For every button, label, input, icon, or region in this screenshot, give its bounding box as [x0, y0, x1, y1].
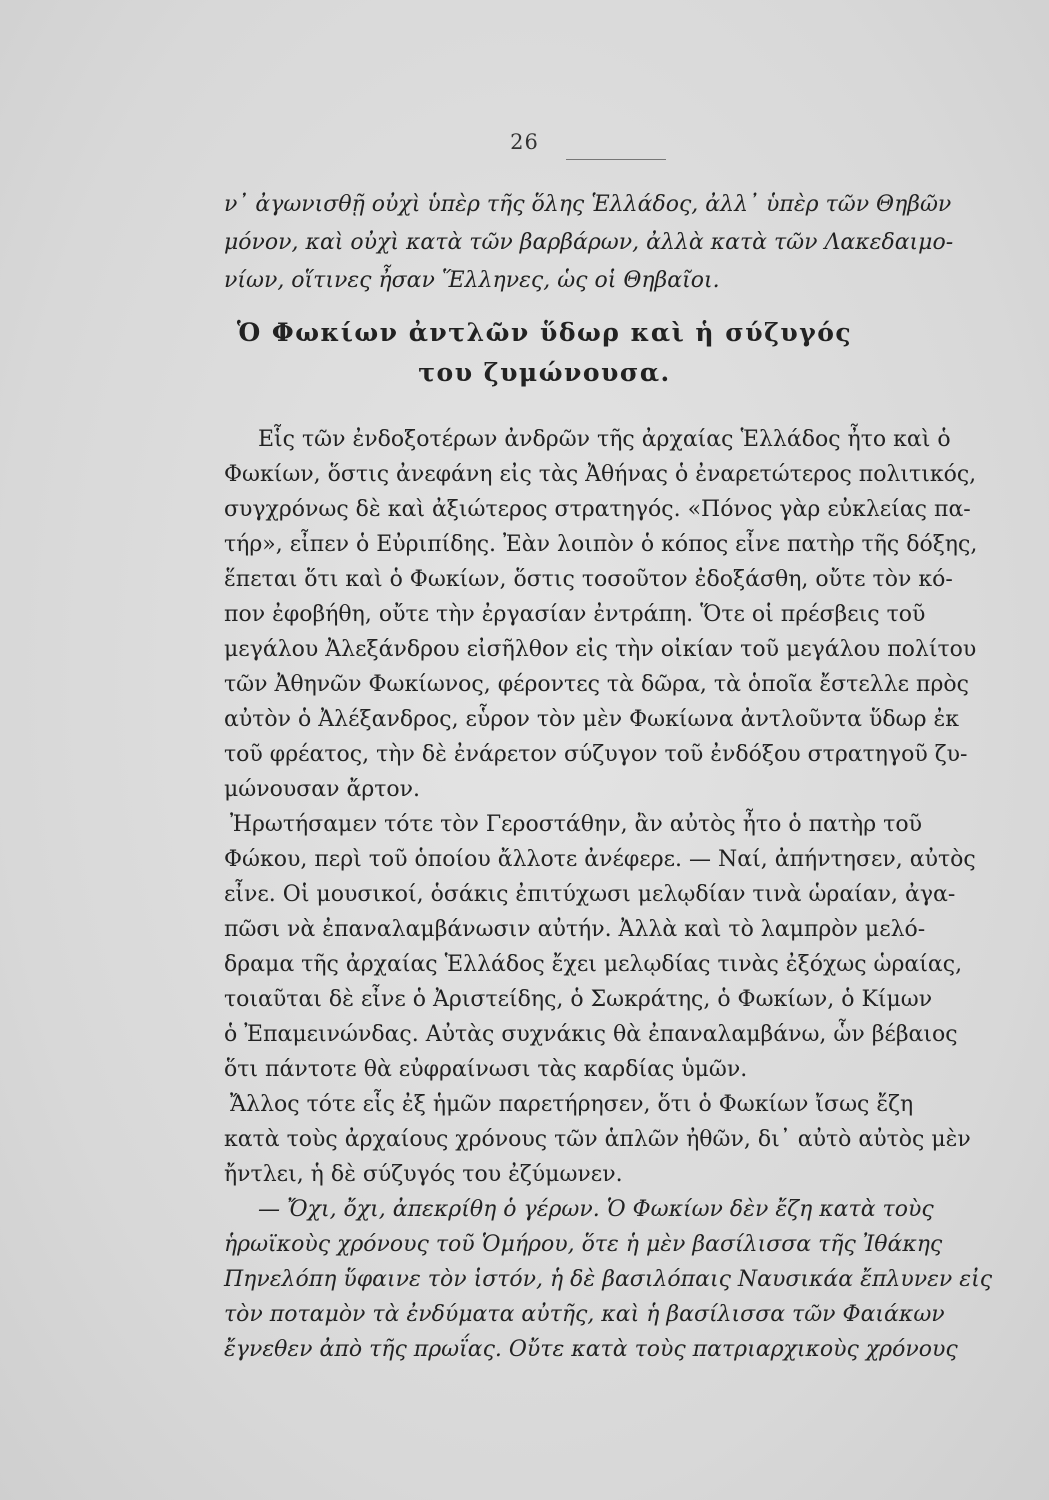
text-line: κατὰ τοὺς ἀρχαίους χρόνους τῶν ἁπλῶν ἠθῶν, δι᾽ αὐτὸ αὐτὸς μὲν [224, 1127, 971, 1152]
text-line: αὐτὸν ὁ Ἀλέξανδρος, εὗρον τὸν μὲν Φωκίωνα ἀντλοῦντα ὕδωρ ἐκ [224, 707, 960, 732]
text-line: ἔγνεθεν ἀπὸ τῆς πρωΐας. Οὔτε κατὰ τοὺς πατριαρχικοὺς χρόνους [224, 1337, 958, 1362]
text-line: ὁ Ἐπαμεινώνδας. Αὐτὰς συχνάκις θὰ ἐπαναλαμβάνω, ὧν βέβαιος [224, 1022, 958, 1047]
text-line: μώνουσαν ἄρτον. [224, 777, 421, 802]
text-line: τοῦ φρέατος, τὴν δὲ ἐνάρετον σύζυγον τοῦ ἐνδόξου στρατηγοῦ ζυ- [224, 742, 968, 767]
text-line: τῶν Ἀθηνῶν Φωκίωνος, φέροντες τὰ δῶρα, τὰ ὁποῖα ἔστελλε πρὸς [224, 672, 969, 697]
text-line: μεγάλου Ἀλεξάνδρου εἰσῆλθον εἰς τὴν οἰκίαν τοῦ μεγάλου πολίτου [224, 637, 977, 662]
text-line: Ἠρωτήσαμεν τότε τὸν Γεροστάθην, ἂν αὐτὸς ἦτο ὁ πατὴρ τοῦ [230, 812, 922, 837]
text-line: τήρ», εἶπεν ὁ Εὐριπίδης. Ἐὰν λοιπὸν ὁ κόπος εἶνε πατὴρ τῆς δόξης, [224, 532, 978, 557]
text-line: Εἷς τῶν ἐνδοξοτέρων ἀνδρῶν τῆς ἀρχαίας Ἑλλάδος ἦτο καὶ ὁ [258, 427, 951, 452]
text-line: ἕπεται ὅτι καὶ ὁ Φωκίων, ὅστις τοσοῦτον ἐδοξάσθη, οὔτε τὸν κό- [224, 567, 953, 592]
text-line: συγχρόνως δὲ καὶ ἀξιώτερος στρατηγός. «Πόνος γὰρ εὐκλείας πα- [224, 497, 971, 522]
text-line: τοιαῦται δὲ εἶνε ὁ Ἀριστείδης, ὁ Σωκράτης, ὁ Φωκίων, ὁ Κίμων [224, 987, 933, 1012]
text-line: μόνον, καὶ οὐχὶ κατὰ τῶν βαρβάρων, ἀλλὰ κατὰ τῶν Λακεδαιμο- [224, 230, 954, 255]
heading-line: Ὁ Φωκίων ἀντλῶν ὕδωρ καὶ ἡ σύζυγός [236, 318, 853, 347]
page-number: 26 [510, 130, 539, 154]
text-line: τὸν ποταμὸν τὰ ἐνδύματα αὐτῆς, καὶ ἡ βασίλισσα τῶν Φαιάκων [224, 1302, 945, 1327]
text-line: πῶσι νὰ ἐπαναλαμβάνωσιν αὐτήν. Ἀλλὰ καὶ τὸ λαμπρὸν μελό- [224, 917, 926, 942]
text-line: ἡρωϊκοὺς χρόνους τοῦ Ὁμήρου, ὅτε ἡ μὲν βασίλισσα τῆς Ἰθάκης [224, 1232, 943, 1257]
text-line: Πηνελόπη ὕφαινε τὸν ἱστόν, ἡ δὲ βασιλόπαις Ναυσικάα ἔπλυνεν εἰς [224, 1267, 993, 1292]
text-line: Φώκου, περὶ τοῦ ὁποίου ἄλλοτε ἀνέφερε. — Ναί, ἀπήντησεν, αὐτὸς [224, 847, 976, 872]
text-line: ν᾽ ἀγωνισθῇ οὐχὶ ὑπὲρ τῆς ὅλης Ἑλλάδος, ἀλλ᾽ ὑπὲρ τῶν Θηβῶν [224, 192, 952, 217]
page-number-rule [566, 159, 666, 160]
text-line: ὅτι πάντοτε θὰ εὐφραίνωσι τὰς καρδίας ὑμῶν. [224, 1057, 748, 1082]
text-line: ἤντλει, ἡ δὲ σύζυγός του ἐζύμωνεν. [224, 1162, 623, 1187]
text-line: Ἄλλος τότε εἷς ἐξ ἡμῶν παρετήρησεν, ὅτι ὁ Φωκίων ἴσως ἔζη [230, 1092, 914, 1117]
text-line: δραμα τῆς ἀρχαίας Ἑλλάδος ἔχει μελῳδίας τινὰς ἐξόχως ὡραίας, [224, 952, 963, 977]
text-line: εἶνε. Οἱ μουσικοί, ὁσάκις ἐπιτύχωσι μελῳδίαν τινὰ ὡραίαν, ἀγα- [224, 882, 956, 907]
heading-line: του ζυμώνουσα. [418, 358, 671, 387]
text-line: πον ἐφοβήθη, οὔτε τὴν ἐργασίαν ἐντράπη. Ὅτε οἱ πρέσβεις τοῦ [224, 602, 926, 627]
text-line: Φωκίων, ὅστις ἀνεφάνη εἰς τὰς Ἀθήνας ὁ ἐναρετώτερος πολιτικός, [224, 462, 977, 487]
text-line: — Ὄχι, ὄχι, ἀπεκρίθη ὁ γέρων. Ὁ Φωκίων δὲν ἔζη κατὰ τοὺς [258, 1197, 934, 1222]
text-line: νίων, οἵτινες ἦσαν Ἕλληνες, ὡς οἱ Θηβαῖοι. [224, 268, 720, 293]
